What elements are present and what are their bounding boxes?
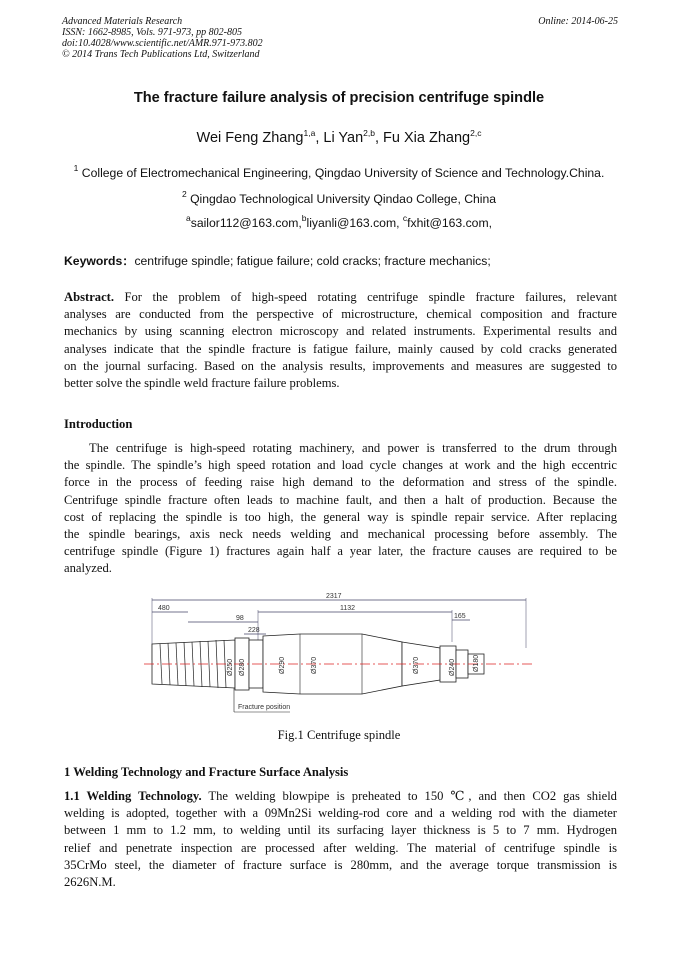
subsection-label: 1.1 Welding Technology. [64, 789, 202, 803]
diam-label: Ø250 [227, 658, 234, 676]
section1-line: between 1 mm to 1.2 mm, to welding until its surfacing layer thickness is 5 to 7 mm. Hydrogen [64, 823, 617, 838]
intro-line: centrifuge spindle (Figure 1) fractures again half a year later, the fracture causes are required to be [64, 544, 617, 559]
journal-issn: ISSN: 1662-8985, Vols. 971-973, pp 802-805 [62, 27, 242, 38]
affiliation-1 [0, 163, 678, 180]
dim-left2: 98 [236, 615, 244, 622]
spindle-drawing [140, 590, 540, 720]
intro-line: cost of replacing the spindle is too high, the general way is spindle repair service. After replacing [64, 509, 617, 524]
section1-body [64, 788, 617, 891]
email-sup: c [402, 213, 408, 223]
author-name: Wei Feng Zhang [196, 130, 304, 146]
dim-main: 1132 [340, 605, 356, 612]
abstract-line-text: For the problem of high-speed rotating centrifuge spindle fracture failures, relevant [124, 290, 617, 304]
fracture-position-label: Fracture position [238, 704, 291, 711]
dim-mid: 228 [248, 627, 260, 634]
intro-line: Centrifuge spindle fracture often leads to machine fault, and then a halt of production. Because the [64, 492, 617, 507]
intro-line: the spindle. The spindle’s high speed rotation and load cycle changes at work and the high eccentric [64, 458, 617, 473]
dim-left: 480 [158, 605, 170, 612]
author-emails [0, 213, 678, 230]
abstract-line: analyses are conducted from the perspective of microstructure, chemical composition and fracture [64, 307, 617, 322]
dim-right: 165 [454, 613, 466, 620]
dim-total: 2317 [326, 593, 342, 600]
diam-label: Ø370 [311, 656, 318, 674]
abstract-line: mechanics by using scanning electron microscopy and related instruments. Experimental results and [64, 324, 617, 339]
keywords [64, 252, 491, 269]
email-text: liyanli@163.com, [306, 216, 403, 230]
author-sup: 1,a [303, 128, 316, 138]
author-name: Li Yan [323, 130, 364, 146]
abstract-line [64, 289, 617, 306]
keywords-label: Keywords： [64, 254, 135, 268]
affiliation-sup: 2 [181, 189, 187, 199]
introduction-heading: Introduction [64, 417, 133, 431]
affiliation-text: Qingdao Technological University Qindao College, China [190, 192, 497, 206]
abstract-line: analyses indicate that the spindle fracture is fatigue failure, mainly caused by cold cracks generated [64, 341, 617, 356]
section1-line: relief and penetrate inspection are processed after welding. The material of centrifuge spindle is [64, 840, 617, 855]
abstract-line: better solve the spindle weld fracture failure problems. [64, 375, 340, 390]
intro-line: the spindle bearings, axis neck needs welding and mechanical processing before assembly. The [64, 526, 617, 541]
author-sup: 2,c [470, 128, 482, 138]
section1-heading: 1 Welding Technology and Fracture Surface Analysis [64, 765, 349, 779]
email-sup: b [301, 213, 307, 223]
abstract-line: on the journal surfacing. Based on the analysis results, improvements and measures are suggested to [64, 358, 617, 373]
abstract [64, 289, 617, 392]
paper-title: The fracture failure analysis of precision centrifuge spindle [133, 90, 545, 106]
author-sep: , [374, 130, 384, 146]
email-text: sailor112@163.com, [190, 216, 302, 230]
section1-line: 35CrMo steel, the diameter of fracture surface is 280mm, and the average torque transmission is [64, 857, 617, 872]
abstract-label: Abstract. [64, 290, 115, 304]
intro-line: force in the process of feeding raise high demand to the deformation and stress of the spindle. [64, 475, 617, 490]
figure-caption: Fig.1 Centrifuge spindle [277, 728, 401, 742]
author-sep: , [315, 130, 324, 146]
email-sup: a [185, 213, 191, 223]
diam-label: Ø370 [413, 656, 420, 674]
section1-line-text: The welding blowpipe is preheated to 150 ℃, and then CO2 gas shield [208, 789, 617, 803]
introduction-body [64, 440, 617, 578]
intro-line: The centrifuge is high-speed rotating machinery, and power is transferred to the drum through [89, 441, 617, 455]
spindle-figure [140, 590, 540, 720]
journal-name: Advanced Materials Research [62, 16, 183, 27]
author-sup: 2,b [363, 128, 375, 138]
diam-label: Ø280 [239, 658, 246, 676]
journal-copyright: © 2014 Trans Tech Publications Ltd, Switzerland [62, 49, 260, 60]
section1-line [64, 788, 617, 805]
keywords-text: centrifuge spindle; fatigue failure; cold cracks; fracture mechanics; [134, 254, 491, 268]
email-text: fxhit@163.com, [407, 216, 492, 230]
journal-header [62, 16, 618, 60]
author-name: Fu Xia Zhang [383, 130, 471, 146]
online-date: Online: 2014-06-25 [538, 16, 618, 27]
section1-line: welding is adopted, together with a 09Mn2Si welding-rod core and a welding rod with the diameter [64, 806, 617, 821]
diam-label: Ø240 [449, 658, 456, 676]
affiliation-2 [0, 189, 678, 206]
journal-doi: doi:10.4028/www.scientific.net/AMR.971-973.802 [62, 38, 263, 49]
affiliation-text: College of Electromechanical Engineering, Qingdao University of Science and Technology.China. [81, 166, 605, 180]
section1-line: 2626N.M. [64, 874, 116, 889]
diam-label: Ø290 [279, 656, 286, 674]
affiliation-sup: 1 [73, 163, 79, 173]
author-list [0, 130, 678, 146]
intro-line: analyzed. [64, 561, 112, 576]
diam-label: Ø180 [473, 654, 480, 672]
